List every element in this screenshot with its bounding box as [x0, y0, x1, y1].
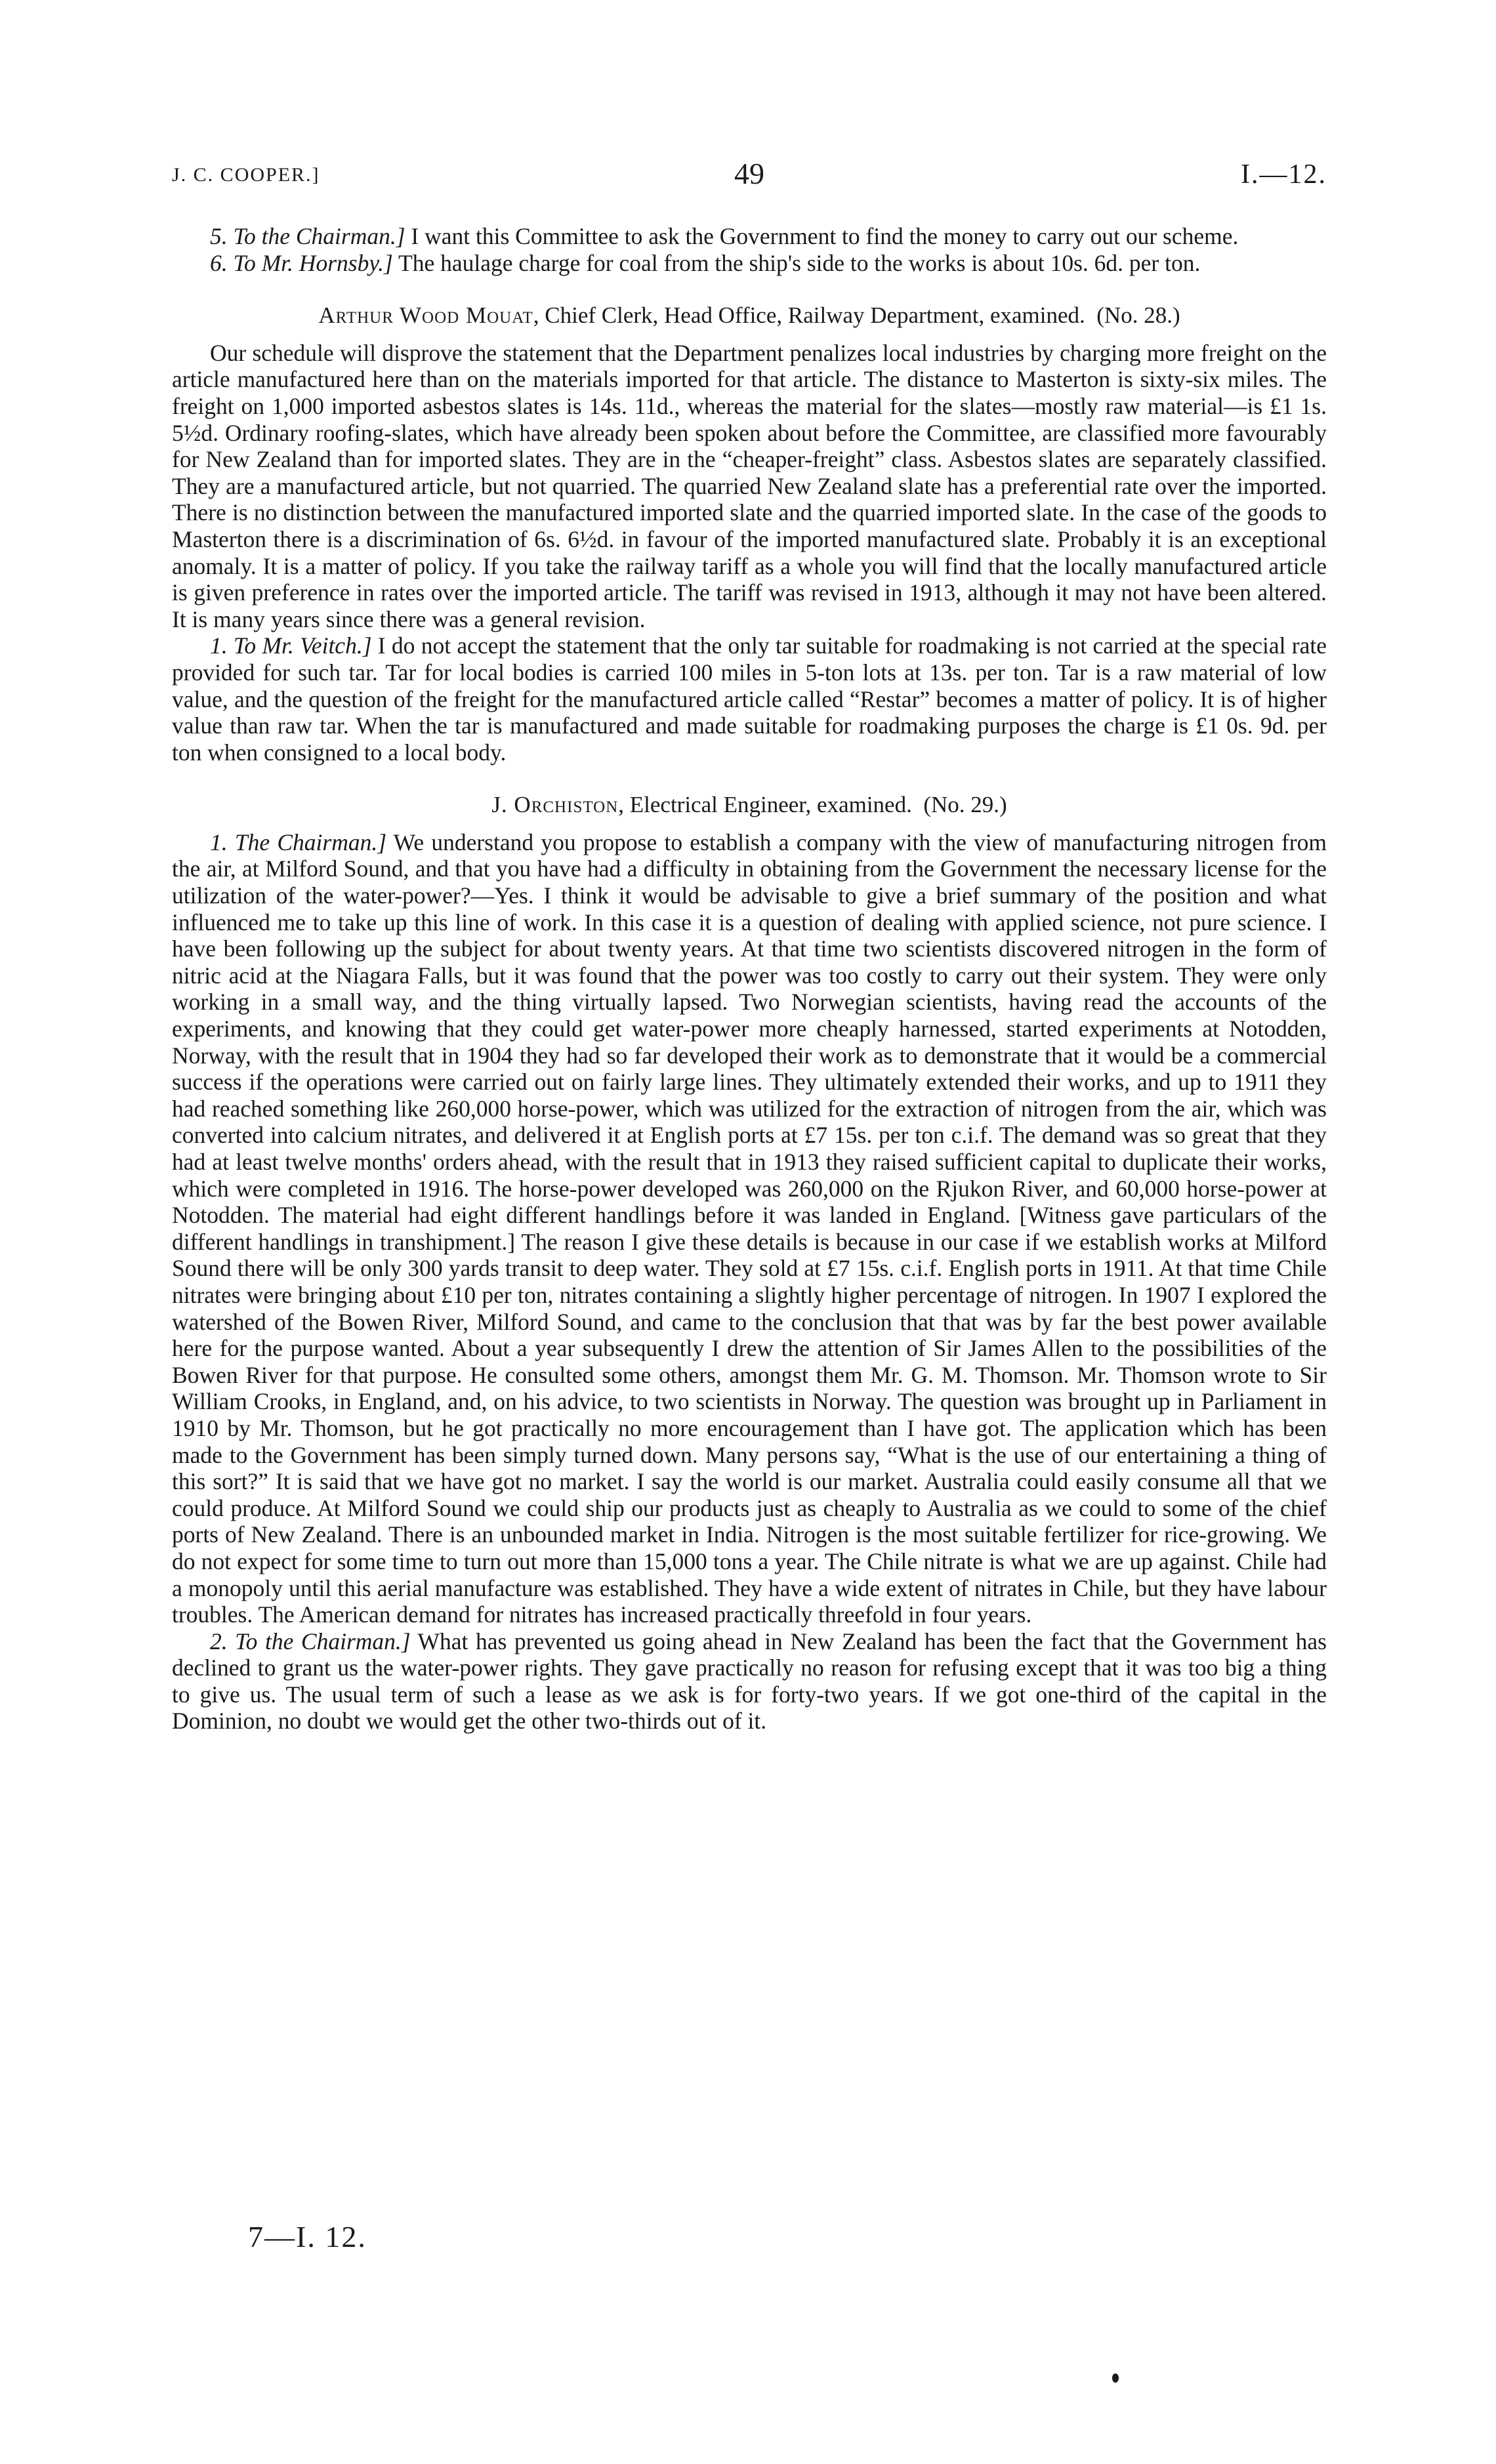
question-5-text: I want this Committee to ask the Government to find the money to carry out our scheme. [405, 223, 1239, 249]
orchiston-question-1-label: 1. The Chairman.] [210, 829, 387, 855]
orchiston-question-2-label: 2. To the Chairman.] [210, 1628, 411, 1654]
orchiston-question-1 [172, 829, 1327, 1628]
mouat-question-1-label: 1. To Mr. Veitch.] [210, 632, 372, 659]
page-number: 49 [734, 157, 764, 190]
witness-name: J. Orchiston [491, 792, 619, 818]
question-5 [172, 223, 1327, 250]
page-header [172, 156, 1327, 195]
question-6-text: The haulage charge for coal from the ship's side to the works is about 10s. 6d. per ton. [392, 249, 1201, 276]
page-body [172, 223, 1327, 1735]
mouat-question-1 [172, 632, 1327, 766]
orchiston-question-2 [172, 1628, 1327, 1735]
ink-dot [1112, 2373, 1119, 2383]
orchiston-question-2-text: What has prevented us going ahead in New Zealand has been the fact that the Government has declined to grant us the water-power rights. They gave practically no reason for refusing except that it was too big a thing to give us. The usual term of such a lease as we ask is for forty-two years. If we got one-third of the capital in the Dominion, no doubt we would get the other two-thirds out of it. [172, 1628, 1327, 1735]
witness-role: , Chief Clerk, Head Office, Railway Department, examined. [533, 302, 1085, 329]
question-5-label: 5. To the Chairman.] [210, 223, 405, 249]
witness-heading-28 [172, 302, 1327, 329]
witness-heading-29 [172, 792, 1327, 819]
signature-mark: 7—I. 12. [248, 2220, 367, 2253]
orchiston-question-1-text: We understand you propose to establish a company with the view of manufacturing nitrogen from the air, at Milford Sound, and that you have had a difficulty in obtaining from the Government the necessary license for the utilization of the water-power?—Yes. I think it would be advisable to give a brief summary of the position and what influenced me to take up this line of work. In this case it is a question of dealing with applied science, not pure science. I have been following up the subject for about twenty years. At that time two scientists discovered nitrogen in the form of nitric acid at the Niagara Falls, but it was found that the power was too costly to carry out their system. They were only working in a small way, and the thing virtually lapsed. Two Norwegian scientists, having read the accounts of the experiments, and knowing that they could get water-power more cheaply harnessed, started experiments at Notodden, Norway, with the result that in 1904 they had so far developed their work as to demonstrate that it would be a commercial success if the operations were carried out on fairly large lines. They ultimately extended their works, and up to 1911 they had reached something like 260,000 horse-power, which was utilized for the extraction of nitrogen from the air, which was converted into calcium nitrates, and delivered it at English ports at £7 15s. per ton c.i.f. The demand was so great that they had at least twelve months' orders ahead, with the result that in 1913 they raised sufficient capital to duplicate their works, which were completed in 1916. The horse-power developed was 260,000 on the Rjukon River, and 60,000 horse-power at Notodden. The material had eight different handlings before it was landed in England. [Witness gave particulars of the different handlings in transhipment.] The reason I give these details is because in our case if we establish works at Milford Sound there will be only 300 yards transit to deep water. They sold at £7 15s. c.i.f. English ports in 1911. At that time Chile nitrates were bringing about £10 per ton, nitrates containing a slightly higher percentage of nitrogen. In 1907 I explored the watershed of the Bowen River, Milford Sound, and came to the conclusion that that was by far the best power available here for the purpose wanted. About a year subsequently I drew the attention of Sir James Allen to the possibilities of the Bowen River for that purpose. He consulted some others, amongst them Mr. G. M. Thomson. Mr. Thomson wrote to Sir William Crooks, in England, and, on his advice, to two scientists in Norway. The question was brought up in Parliament in 1910 by Mr. Thomson, but he got practically no more encouragement than I have got. The application which has been made to the Government has been simply turned down. Many persons say, “What is the use of our entertaining a thing of this sort?” It is said that we have got no market. I say the world is our market. Australia could easily consume all that we could produce. At Milford Sound we could ship our products just as cheaply to Australia as we could to some of the chief ports of New Zealand. There is an unbounded market in India. Nitrogen is the most suitable fertilizer for rice-growing. We do not expect for some time to turn out more than 15,000 tons a year. The Chile nitrate is what we are up against. Chile had a monopoly until this aerial manufacture was established. They have a wide extent of nitrates in Chile, but they have labour troubles. The American demand for nitrates has increased practically threefold in four years. [172, 829, 1327, 1628]
running-head-left: J. C. COOPER.] [172, 164, 320, 186]
paper-reference: I.—12. [1241, 159, 1327, 190]
witness-name: Arthur Wood Mouat [318, 302, 533, 329]
question-6 [172, 250, 1327, 277]
mouat-question-1-text: I do not accept the statement that the only tar suitable for roadmaking is not carried at the special rate provided for such tar. Tar for local bodies is carried 100 miles in 5-ton lots at 13s. per ton. Tar is a raw material of low value, and the question of the freight for the manufactured article called “Restar” becomes a matter of policy. It is of higher value than raw tar. When the tar is manufactured and made suitable for roadmaking purposes the charge is £1 0s. 9d. per ton when consigned to a local body. [172, 632, 1327, 766]
witness-role: , Electrical Engineer, examined. [618, 792, 912, 818]
witness-number: (No. 28.) [1096, 302, 1180, 329]
mouat-statement: Our schedule will disprove the statement that the Department penalizes local industries by charging more freight on the article manufactured here than on the materials imported for that article. The distance to Masterton is sixty-six miles. The freight on 1,000 imported asbestos slates is 14s. 11d., whereas the material for the slates—mostly raw material—is £1 1s. 5½d. Ordinary roofing-slates, which have already been spoken about before the Committee, are classified more favourably for New Zealand than for imported slates. They are in the “cheaper-freight” class. Asbestos slates are separately classified. They are a manufactured article, but not quarried. The quarried New Zealand slate has a preferential rate over the imported. There is no distinction between the manufactured imported slate and the quarried imported slate. In the case of the goods to Masterton there is a discrimination of 6s. 6½d. in favour of the imported manufactured slate. Probably it is an exceptional anomaly. It is a matter of policy. If you take the railway tariff as a whole you will find that the locally manufactured article is given preference in rates over the imported article. The tariff was revised in 1913, although it may not have been altered. It is many years since there was a general revision. [172, 339, 1327, 632]
question-6-label: 6. To Mr. Hornsby.] [210, 249, 393, 276]
witness-number: (No. 29.) [923, 792, 1007, 818]
